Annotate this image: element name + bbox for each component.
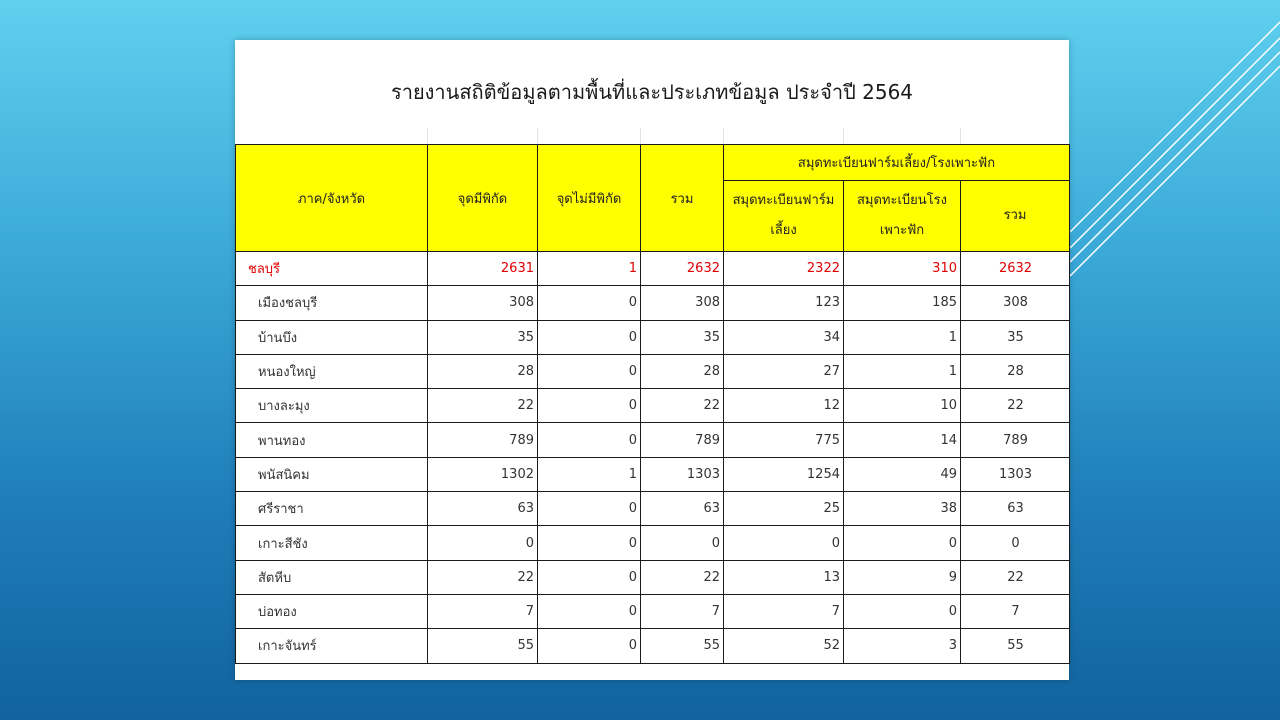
- value-cell: 0: [538, 560, 641, 594]
- value-cell: 310: [844, 252, 961, 286]
- value-cell: 0: [538, 389, 641, 423]
- table-row: [236, 526, 1070, 560]
- value-cell: 10: [844, 389, 961, 423]
- district-name: บ่อทอง: [236, 594, 428, 628]
- table-row: [236, 320, 1070, 354]
- value-cell: 1: [844, 320, 961, 354]
- district-name: เกาะสีชัง: [236, 526, 428, 560]
- header-total: รวม: [641, 145, 724, 252]
- value-cell: 3: [844, 629, 961, 663]
- value-cell: 28: [428, 354, 538, 388]
- header-register-group: สมุดทะเบียนฟาร์มเลี้ยง/โรงเพาะฟัก: [724, 145, 1070, 181]
- district-name: บางละมุง: [236, 389, 428, 423]
- value-cell: 22: [961, 560, 1070, 594]
- district-name: หนองใหญ่: [236, 354, 428, 388]
- district-name: สัตหีบ: [236, 560, 428, 594]
- value-cell: 0: [538, 423, 641, 457]
- value-cell: 789: [641, 423, 724, 457]
- value-cell: 0: [961, 526, 1070, 560]
- value-cell: 789: [428, 423, 538, 457]
- table-row: [236, 389, 1070, 423]
- report-card: [235, 40, 1069, 680]
- value-cell: 0: [844, 594, 961, 628]
- value-cell: 63: [961, 492, 1070, 526]
- district-name: เมืองชลบุรี: [236, 286, 428, 320]
- value-cell: 1303: [961, 457, 1070, 491]
- table-row: [236, 423, 1070, 457]
- value-cell: 0: [538, 286, 641, 320]
- value-cell: 7: [724, 594, 844, 628]
- value-cell: 789: [961, 423, 1070, 457]
- value-cell: 22: [961, 389, 1070, 423]
- header-farm-register: สมุดทะเบียนฟาร์มเลี้ยง: [724, 181, 844, 252]
- report-title: รายงานสถิติข้อมูลตามพื้นที่และประเภทข้อมูล ประจำปี 2564: [390, 80, 914, 104]
- value-cell: 22: [641, 389, 724, 423]
- value-cell: 0: [844, 526, 961, 560]
- value-cell: 0: [724, 526, 844, 560]
- value-cell: 185: [844, 286, 961, 320]
- value-cell: 28: [961, 354, 1070, 388]
- value-cell: 34: [724, 320, 844, 354]
- value-cell: 35: [961, 320, 1070, 354]
- value-cell: 1: [538, 457, 641, 491]
- district-name: ชลบุรี: [236, 252, 428, 286]
- table-row: [236, 286, 1070, 320]
- table-row: [236, 594, 1070, 628]
- value-cell: 1254: [724, 457, 844, 491]
- value-cell: 38: [844, 492, 961, 526]
- table-row: [236, 457, 1070, 491]
- value-cell: 7: [641, 594, 724, 628]
- district-name: พนัสนิคม: [236, 457, 428, 491]
- value-cell: 308: [428, 286, 538, 320]
- value-cell: 28: [641, 354, 724, 388]
- blank-spacer-row: [235, 128, 1069, 145]
- table-body: [236, 252, 1070, 664]
- header-without-coords: จุดไม่มีพิกัด: [538, 145, 641, 252]
- table-row: [236, 560, 1070, 594]
- value-cell: 1: [844, 354, 961, 388]
- value-cell: 22: [428, 560, 538, 594]
- value-cell: 7: [428, 594, 538, 628]
- district-name: เกาะจันทร์: [236, 629, 428, 663]
- district-name: พานทอง: [236, 423, 428, 457]
- table-row: [236, 492, 1070, 526]
- value-cell: 13: [724, 560, 844, 594]
- value-cell: 2631: [428, 252, 538, 286]
- value-cell: 49: [844, 457, 961, 491]
- district-name: ศรีราชา: [236, 492, 428, 526]
- table-row: [236, 354, 1070, 388]
- value-cell: 25: [724, 492, 844, 526]
- value-cell: 35: [428, 320, 538, 354]
- value-cell: 0: [428, 526, 538, 560]
- value-cell: 12: [724, 389, 844, 423]
- value-cell: 14: [844, 423, 961, 457]
- value-cell: 0: [538, 492, 641, 526]
- value-cell: 52: [724, 629, 844, 663]
- value-cell: 2632: [641, 252, 724, 286]
- value-cell: 9: [844, 560, 961, 594]
- value-cell: 0: [538, 320, 641, 354]
- value-cell: 2322: [724, 252, 844, 286]
- value-cell: 35: [641, 320, 724, 354]
- header-group-total: รวม: [961, 181, 1070, 252]
- value-cell: 1: [538, 252, 641, 286]
- value-cell: 63: [641, 492, 724, 526]
- value-cell: 55: [961, 629, 1070, 663]
- value-cell: 27: [724, 354, 844, 388]
- value-cell: 1302: [428, 457, 538, 491]
- value-cell: 2632: [961, 252, 1070, 286]
- value-cell: 0: [538, 354, 641, 388]
- value-cell: 22: [428, 389, 538, 423]
- table-row: [236, 629, 1070, 663]
- value-cell: 55: [428, 629, 538, 663]
- value-cell: 0: [538, 594, 641, 628]
- district-name: บ้านบึง: [236, 320, 428, 354]
- header-hatchery-register: สมุดทะเบียนโรงเพาะฟัก: [844, 181, 961, 252]
- value-cell: 55: [641, 629, 724, 663]
- table-row: [236, 252, 1070, 286]
- header-with-coords: จุดมีพิกัด: [428, 145, 538, 252]
- value-cell: 308: [961, 286, 1070, 320]
- value-cell: 775: [724, 423, 844, 457]
- value-cell: 1303: [641, 457, 724, 491]
- header-region: ภาค/จังหวัด: [236, 145, 428, 252]
- value-cell: 0: [538, 629, 641, 663]
- value-cell: 22: [641, 560, 724, 594]
- value-cell: 7: [961, 594, 1070, 628]
- value-cell: 0: [641, 526, 724, 560]
- value-cell: 63: [428, 492, 538, 526]
- value-cell: 308: [641, 286, 724, 320]
- value-cell: 0: [538, 526, 641, 560]
- statistics-table: [235, 144, 1070, 664]
- value-cell: 123: [724, 286, 844, 320]
